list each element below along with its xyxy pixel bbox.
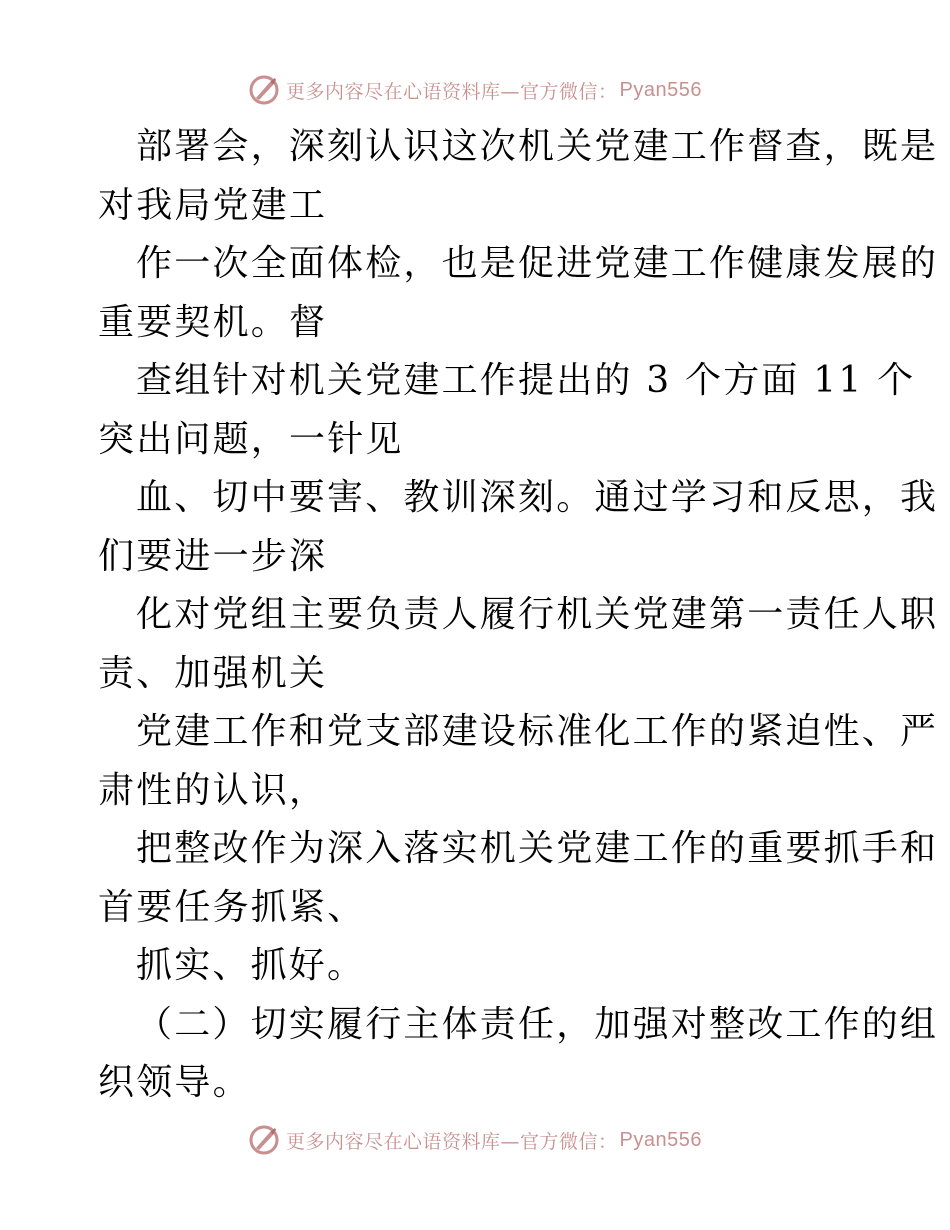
watermark-wechat-id: Pyan556 — [619, 78, 702, 101]
watermark-wechat-id: Pyan556 — [619, 1128, 702, 1151]
text-line: （二）切实履行主体责任，加强对整改工作的组 — [136, 1003, 939, 1045]
text-line: 重要契机。督 — [98, 301, 328, 343]
text-line: 查组针对机关党建工作提出的 3 个方面 11 个 — [136, 360, 916, 401]
document-body — [98, 118, 939, 1113]
paragraph — [98, 118, 939, 235]
text-line: 部署会，深刻认识这次机关党建工作督查，既是 — [136, 126, 939, 167]
paragraph — [98, 586, 939, 703]
text-line: 织领导。 — [98, 1062, 251, 1103]
text-line: 抓实、抓好。 — [136, 945, 366, 986]
text-line: 突出问题，一针见 — [98, 418, 404, 460]
paragraph — [98, 996, 939, 1113]
paragraph — [98, 469, 939, 586]
text-line: 把整改作为深入落实机关党建工作的重要抓手和 — [136, 828, 939, 869]
quill-logo-icon — [248, 74, 280, 106]
text-line: 责、加强机关 — [98, 652, 328, 694]
paragraph — [98, 235, 939, 352]
text-line: 化对党组主要负责人履行机关党建第一责任人职 — [136, 594, 939, 635]
watermark-footer — [0, 1120, 950, 1160]
text-line: 血、切中要害、教训深刻。通过学习和反思，我 — [136, 477, 939, 518]
text-line: 们要进一步深 — [98, 535, 328, 577]
watermark-header — [0, 70, 950, 110]
text-line: 作一次全面体检，也是促进党建工作健康发展的 — [136, 243, 939, 284]
text-line: 对我局党建工 — [98, 184, 328, 226]
watermark-text: 更多内容尽在心语资料库—官方微信： — [286, 80, 618, 103]
quill-logo-icon — [248, 1124, 280, 1156]
paragraph — [98, 703, 939, 820]
text-line: 肃性的认识， — [98, 769, 328, 811]
paragraph — [98, 937, 850, 996]
text-line: 党建工作和党支部建设标准化工作的紧迫性、严 — [136, 711, 939, 752]
watermark-text: 更多内容尽在心语资料库—官方微信： — [286, 1130, 618, 1153]
paragraph — [98, 352, 916, 469]
text-line: 首要任务抓紧、 — [98, 886, 366, 928]
paragraph — [98, 820, 939, 937]
